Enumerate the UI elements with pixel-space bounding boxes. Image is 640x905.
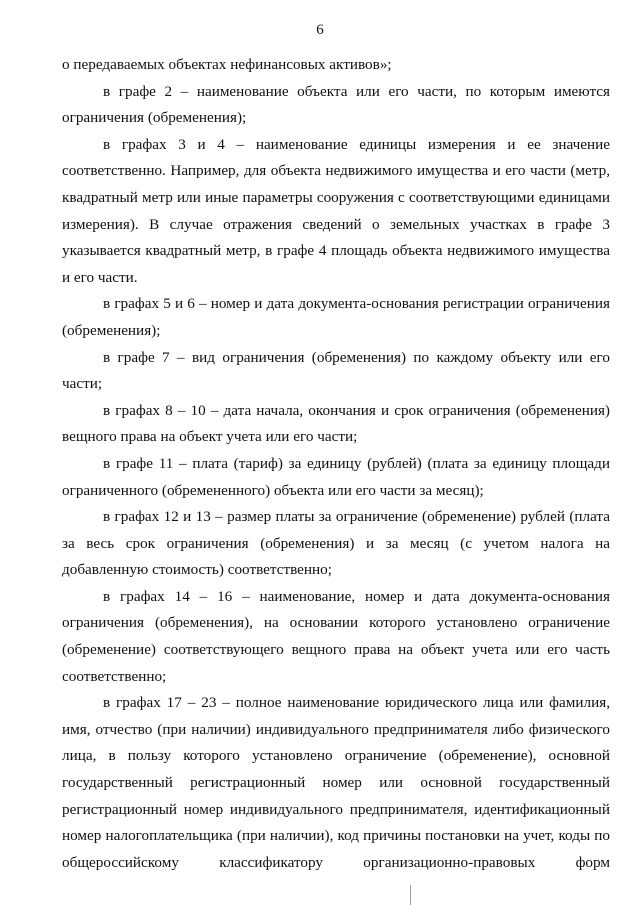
paragraph-columns-8-10: в графах 8 – 10 – дата начала, окончания и срок ограничения (обременения) вещного права на объект учета или его части; — [62, 401, 610, 446]
paragraph-column-11: в графе 11 – плата (тариф) за единицу (рублей) (плата за единицу площади ограниченного (обремененного) объекта или его части за месяц); — [62, 454, 610, 499]
paragraph-columns-5-6: в графах 5 и 6 – номер и дата документа-основания регистрации ограничения (обременения); — [62, 295, 610, 339]
paragraph-columns-3-4: в графах 3 и 4 – наименование единицы измерения и ее значение соответственно. Например, для объекта недвижимого имущества и его части (метр, квадратный метр или иные параметры сооружения с соответствующими единицами измерения). В случае отражения сведений о земельных участках в графе 3 указывается квадратный метр, в графе 4 площадь объекта недвижимого имущества и его части. — [62, 135, 610, 286]
paragraph-continuation: о передаваемых объектах нефинансовых активов»; — [62, 56, 392, 73]
paragraph-columns-17-23: в графах 17 – 23 – полное наименование юридического лица или фамилия, имя, отчество (при наличии) индивидуального предпринимателя либо физического лица, в пользу которого установлено ограничение (обременение), основной государственный регистрационный номер или основной государственный регистрационный номер индивидуального предпринимателя, идентификационный номер налогоплательщика (при наличии), код причины постановки на учет, коды по общероссийскому классификатору организационно-правовых форм — [62, 694, 610, 871]
paragraph-columns-12-13: в графах 12 и 13 – размер платы за ограничение (обременение) рублей (плата за весь срок ограничения (обременения) и за месяц (с учетом налога на добавленную стоимость) соответственно; — [62, 508, 610, 579]
scan-artifact-line — [410, 885, 411, 905]
paragraph-columns-14-16: в графах 14 – 16 – наименование, номер и дата документа-основания ограничения (обременения), на основании которого установлено ограничение (обременение) соответствующего вещного права на объект учета или его часть соответственно; — [62, 587, 610, 685]
document-body — [62, 52, 610, 876]
paragraph-column-2: в графе 2 – наименование объекта или его части, по которым имеются ограничения (обременения); — [62, 82, 610, 127]
page-number: 6 — [316, 22, 324, 38]
paragraph-column-7: в графе 7 – вид ограничения (обременения) по каждому объекту или его части; — [62, 348, 610, 393]
